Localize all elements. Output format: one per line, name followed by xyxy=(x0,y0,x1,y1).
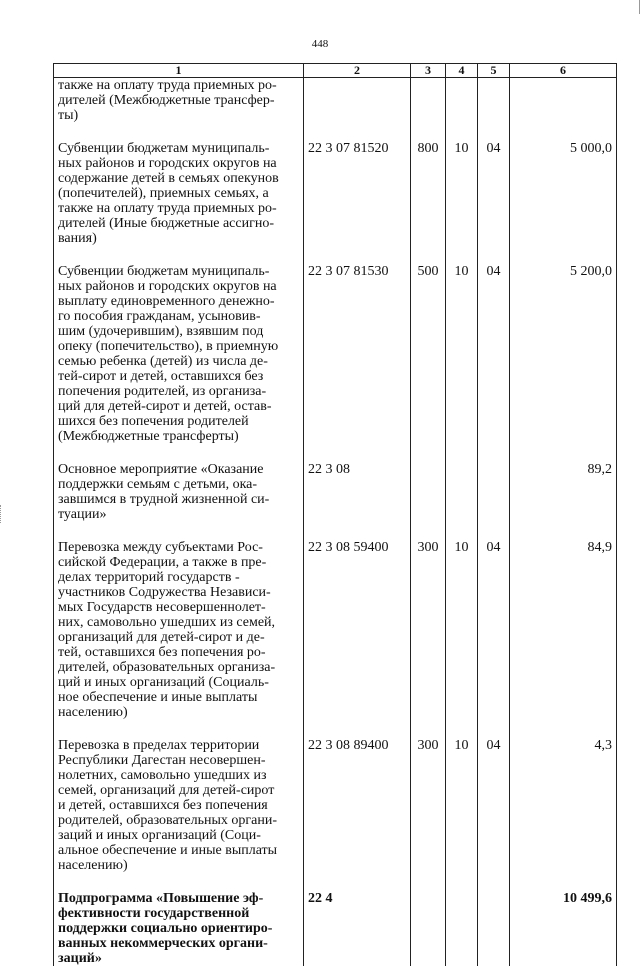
spacer-cell xyxy=(54,123,304,141)
header-col-5: 5 xyxy=(478,64,510,78)
spacer-cell xyxy=(411,444,446,462)
row-code-cell: 22 4 xyxy=(304,891,411,966)
header-col-3: 3 xyxy=(411,64,446,78)
table-body xyxy=(54,78,617,966)
spacer-cell xyxy=(446,123,478,141)
row-vr-cell xyxy=(411,78,446,124)
spacer-cell xyxy=(510,123,617,141)
header-col-6: 6 xyxy=(510,64,617,78)
spacer-cell xyxy=(446,246,478,264)
spacer-cell xyxy=(304,873,411,891)
row-spacer xyxy=(54,123,617,141)
spacer-cell xyxy=(446,720,478,738)
row-pr-cell: 04 xyxy=(478,141,510,246)
row-rz-cell: 10 xyxy=(446,264,478,444)
spacer-cell xyxy=(54,720,304,738)
table-row xyxy=(54,540,617,720)
spacer-cell xyxy=(510,246,617,264)
spacer-cell xyxy=(446,873,478,891)
spacer-cell xyxy=(478,444,510,462)
row-spacer xyxy=(54,873,617,891)
spacer-cell xyxy=(304,522,411,540)
table-row xyxy=(54,264,617,444)
spacer-cell xyxy=(304,123,411,141)
table-row xyxy=(54,891,617,966)
table-row xyxy=(54,462,617,522)
row-pr-cell xyxy=(478,891,510,966)
spacer-cell xyxy=(446,444,478,462)
spacer-cell xyxy=(304,720,411,738)
row-sum-cell: 84,9 xyxy=(510,540,617,720)
table-header-row xyxy=(54,64,617,78)
spacer-cell xyxy=(478,873,510,891)
row-rz-cell xyxy=(446,891,478,966)
spacer-cell xyxy=(54,444,304,462)
spacer-cell xyxy=(304,246,411,264)
row-sum-cell: 5 200,0 xyxy=(510,264,617,444)
row-pr-cell xyxy=(478,462,510,522)
row-spacer xyxy=(54,522,617,540)
row-code-cell xyxy=(304,78,411,124)
row-code-cell: 22 3 08 59400 xyxy=(304,540,411,720)
row-pr-cell xyxy=(478,78,510,124)
spacer-cell xyxy=(510,444,617,462)
row-spacer xyxy=(54,720,617,738)
spacer-cell xyxy=(411,522,446,540)
spacer-cell xyxy=(411,720,446,738)
row-sum-cell: 89,2 xyxy=(510,462,617,522)
spacer-cell xyxy=(411,123,446,141)
row-name-cell: Субвенции бюджетам муниципаль- ных районов и городских округов на содержание детей в семьях опекунов (попечителей), приемных семьях, а также на оплату труда приемных ро- дителей (Иные бюджетные ассигно- вания) xyxy=(54,141,304,246)
row-rz-cell: 10 xyxy=(446,738,478,873)
table-row xyxy=(54,738,617,873)
row-vr-cell xyxy=(411,891,446,966)
page-number: 448 xyxy=(0,38,640,50)
header-col-4: 4 xyxy=(446,64,478,78)
row-sum-cell: 4,3 xyxy=(510,738,617,873)
spacer-cell xyxy=(446,522,478,540)
row-name-cell: Перевозка в пределах территории Республики Дагестан несовершен- нолетних, самовольно ушедших из семей, организаций для детей-сирот и детей, оставшихся без попечения родителей, образовательных органи- заций и иных организаций (Соци- альное обеспечение и иные выплаты населению) xyxy=(54,738,304,873)
row-vr-cell xyxy=(411,462,446,522)
row-rz-cell xyxy=(446,462,478,522)
header-col-2: 2 xyxy=(304,64,411,78)
row-name-cell: Субвенции бюджетам муниципаль- ных районов и городских округов на выплату единовременного денежно- го пособия гражданам, усыновив- шим (удочерившим), взявшим под опеку (попечительство), в приемную семью ребенка (детей) из числа де- тей-сирот и детей, оставшихся без попечения родителей, из организа- ций для детей-сирот и детей, остав- шихся без попечения родителей (Межбюджетные трансферты) xyxy=(54,264,304,444)
spacer-cell xyxy=(304,444,411,462)
row-name-cell: Перевозка между субъектами Рос- сийской Федерации, а также в пре- делах территорий государств - участников Содружества Независи- мых Государств несовершеннолет- них, самовольно ушедших из семей, организаций для детей-сирот и де- тей, оставшихся без попечения ро- дителей, образовательных организа- ций и иных организаций (Социаль- ное обеспечение и иные выплаты населению) xyxy=(54,540,304,720)
spacer-cell xyxy=(478,123,510,141)
spacer-cell xyxy=(510,873,617,891)
row-pr-cell: 04 xyxy=(478,738,510,873)
spacer-cell xyxy=(411,873,446,891)
row-rz-cell xyxy=(446,78,478,124)
row-sum-cell: 10 499,6 xyxy=(510,891,617,966)
row-rz-cell: 10 xyxy=(446,141,478,246)
table-row xyxy=(54,78,617,124)
row-vr-cell: 500 xyxy=(411,264,446,444)
table-row xyxy=(54,141,617,246)
row-spacer xyxy=(54,246,617,264)
row-name-cell: Основное мероприятие «Оказание поддержки семьям с детьми, ока- завшимся в трудной жизненной си- туации» xyxy=(54,462,304,522)
header-col-1: 1 xyxy=(54,64,304,78)
spacer-cell xyxy=(54,246,304,264)
row-code-cell: 22 3 08 xyxy=(304,462,411,522)
scan-margin-mark xyxy=(0,505,5,523)
row-pr-cell: 04 xyxy=(478,540,510,720)
row-name-cell: также на оплату труда приемных ро- дителей (Межбюджетные трансфер- ты) xyxy=(54,78,304,124)
row-vr-cell: 300 xyxy=(411,540,446,720)
budget-table xyxy=(53,63,617,966)
row-code-cell: 22 3 08 89400 xyxy=(304,738,411,873)
spacer-cell xyxy=(411,246,446,264)
spacer-cell xyxy=(54,522,304,540)
spacer-cell xyxy=(510,720,617,738)
spacer-cell xyxy=(478,522,510,540)
row-pr-cell: 04 xyxy=(478,264,510,444)
spacer-cell xyxy=(478,720,510,738)
row-spacer xyxy=(54,444,617,462)
spacer-cell xyxy=(478,246,510,264)
spacer-cell xyxy=(54,873,304,891)
row-vr-cell: 800 xyxy=(411,141,446,246)
row-code-cell: 22 3 07 81530 xyxy=(304,264,411,444)
row-rz-cell: 10 xyxy=(446,540,478,720)
row-code-cell: 22 3 07 81520 xyxy=(304,141,411,246)
row-name-cell: Подпрограмма «Повышение эф- фективности государственной поддержки социально ориентиро- ванных некоммерческих органи- заций» xyxy=(54,891,304,966)
row-sum-cell: 5 000,0 xyxy=(510,141,617,246)
row-sum-cell xyxy=(510,78,617,124)
row-vr-cell: 300 xyxy=(411,738,446,873)
spacer-cell xyxy=(510,522,617,540)
